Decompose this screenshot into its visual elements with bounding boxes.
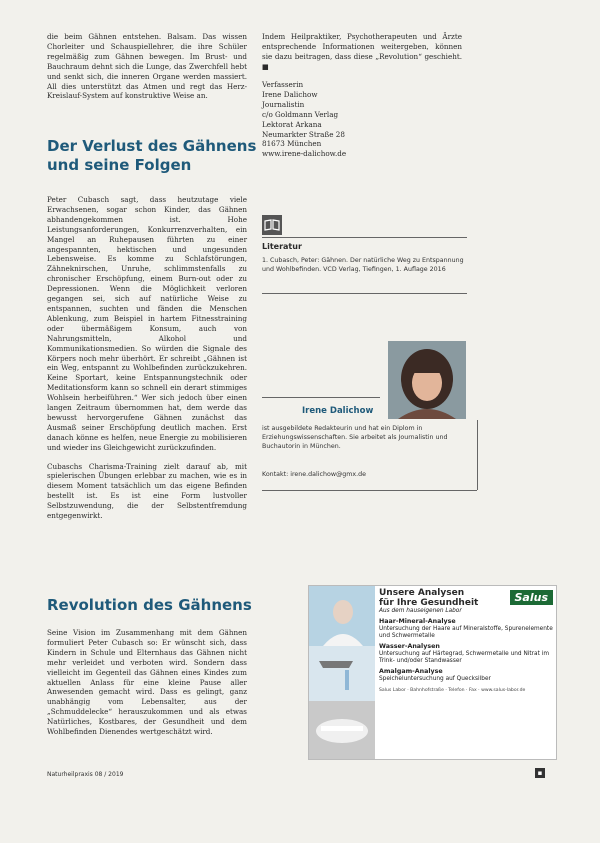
ad-item-title: Wasser-Analysen: [379, 643, 440, 650]
ad-text: [379, 588, 553, 694]
literature-divider: [262, 237, 467, 238]
bio-contact: Kontakt: irene.dalichow@gmx.de: [262, 471, 367, 478]
ad-subline: Aus dem hauseigenen Labor: [379, 608, 462, 614]
author-role: Journalistin: [262, 99, 305, 109]
intro-paragraph-right: Indem Heilpraktiker, Psychotherapeuten und Ärzte entsprechende Informationen weitergeben, können sie dazu beitragen, dass diese „Revolution“ geschieht. ■: [262, 32, 462, 71]
ad-item-desc: Speicheluntersuchung auf Quecksilber: [379, 676, 491, 682]
ad-headline-2: für Ihre Gesundheit: [379, 598, 479, 608]
author-web[interactable]: www.irene-dalichow.de: [262, 149, 347, 159]
heading-line-1: Der Verlust des Gähnens: [47, 137, 257, 155]
left-body-2: [47, 628, 247, 746]
author-city: 81673 München: [262, 139, 322, 149]
author-publisher: c/o Goldmann Verlag: [262, 109, 339, 119]
ad-headline-1: Unsere Analysen: [379, 588, 465, 598]
paragraph-2: Cubaschs Charisma-Training zielt darauf ab, mit spielerischen Übungen erlebbar zu machen, wie es in diesem Moment tatsächlich um das eigene Befinden bestellt ist. Es ist eine Form lustvoller Selbstzuwendung, die der Selbstentfremdung entgegenwirkt.: [47, 461, 247, 521]
ad-item-desc: Untersuchung auf Härtegrad, Schwermetalle und Nitrat im Trink- und/oder Standwasser: [379, 651, 549, 664]
bio-text: ist ausgebildete Redakteurin und hat ein Diplom in Erziehungswissenschaften. Sie arbeitet als Journalistin und Buchautorin in München.: [262, 425, 448, 450]
ad-item-title: Amalgam-Analyse: [379, 668, 443, 675]
heading-revolution: [47, 596, 262, 615]
heading-revolution-text: Revolution des Gähnens: [47, 596, 252, 614]
author-label: Verfasserin: [262, 80, 304, 89]
literature-section: [262, 241, 477, 274]
paragraph-3: Seine Vision im Zusammenhang mit dem Gähnen formuliert Peter Cubasch so: Er wünscht sich, dass Kindern in Schule und Elternhaus das Gähnen nicht mehr verleidet und verboten wird. Sondern dass vielleicht im Gegenteil das Gähnen eines Kindes zum aktuellen Anlass für eine kleine Pause aller Anwesenden gemacht wird. Dass es gelingt, ganz unabhängig vom Lebensalter, aus der „Schmuddelecke“ herauszukommen und als etwas Natürliches, Kostbares, der Gesundheit und dem Wohlbefinden Dienendes wertgeschätzt wird.: [47, 628, 247, 737]
left-column: [47, 32, 247, 101]
bio-bottom-rule: [262, 490, 477, 491]
book-icon: [262, 215, 282, 235]
ad-footer: Salus Labor · Bahnhofstraße · Telefon · Fax · www.salus-labor.de: [379, 688, 526, 693]
heading-loss-of-yawning: [47, 137, 262, 175]
heading-line-2: und seine Folgen: [47, 156, 192, 174]
page-marker: ▪: [535, 768, 545, 778]
ad-item-title: Haar-Mineral-Analyse: [379, 618, 456, 625]
journal-footer: Naturheilpraxis 08 / 2019: [47, 771, 124, 778]
paragraph-1: Peter Cubasch sagt, dass heutzutage viele Erwachsenen, sogar schon Kinder, das Gähnen abhandengekommen ist. Hohe Leistungsanforderungen, Konkurrenzverhalten, ein Mangel an Ruhepausen führten zu einer angespannten, hektischen und ungesunden Lebensweise. Es komme zu Schlafstörungen, Zähneknirschen, Unruhe, schlimmstenfalls zu chronischer Erschöpfung, einem Burn-out oder zu Depressionen. Wenn die Möglichkeit verloren gegangen sei, sich auf natürliche Weise zu entspannen, suchten und fänden die Menschen Ablenkung, zum Beispiel in hartem Fitnesstraining oder übermäßigem Konsum, auch von Nahrungsmitteln, Alkohol und Kommunikationsmedien. So würden die Signale des Körpers noch mehr überhört. Er schreibt „Gähnen ist ein Weg, entspannt zu Wohlbefinden zurückzukehren. Keine Sportart, keine Entspannungstechnik oder Meditationsform kann so schnell ein derart stimmiges Wohlsein herbeiführen.“ Wer sich jedoch über einen langen Zeitraum übernommen hat, dem werde das bewusst hervorgerufene Gähnen zunächst das Ausmaß seiner Erschöpfung deutlich machen. Erst danach könne es helfen, neue Energie zu mobilisieren und wieder ins Gleichgewicht zurückzufinden.: [47, 195, 247, 452]
salus-logo: Salus: [510, 590, 554, 605]
left-body: [47, 195, 247, 530]
author-street: Neumarkter Straße 28: [262, 129, 345, 139]
author-name: Irene Dalichow: [262, 89, 318, 99]
bio-name: Irene Dalichow: [302, 406, 374, 416]
author-dept: Lektorat Arkana: [262, 119, 322, 129]
author-block: [262, 80, 462, 159]
literature-bottom-rule: [262, 293, 467, 294]
bio-right-rule: [477, 420, 478, 490]
salus-advertisement[interactable]: [308, 585, 557, 760]
ad-item-desc: Untersuchung der Haare auf Mineralstoffe, Spurenelemente und Schwermetalle: [379, 626, 553, 639]
literature-entry: 1. Cubasch, Peter: Gähnen. Der natürliche Weg zu Entspannung und Wohlbefinden. VCD Verlag, Tiefingen, 1. Auflage 2016: [262, 257, 464, 273]
literature-title: Literatur: [262, 242, 302, 251]
bio-rule-left: [262, 397, 380, 398]
ad-image: [309, 586, 375, 759]
intro-paragraph-left: die beim Gähnen entstehen. Balsam. Das wissen Chorleiter und Schauspiellehrer, die ihre Schüler regelmäßig zum Gähnen bewegen. Im Brust- und Bauchraum dehnt sich die Lunge, das Zwerchfell hebt und senkt sich, die inneren Organe werden massiert. All dies unterstützt das Atmen und regt das Herz-Kreislauf-System auf konstruktive Weise an.: [47, 32, 247, 101]
right-intro: [262, 32, 462, 72]
